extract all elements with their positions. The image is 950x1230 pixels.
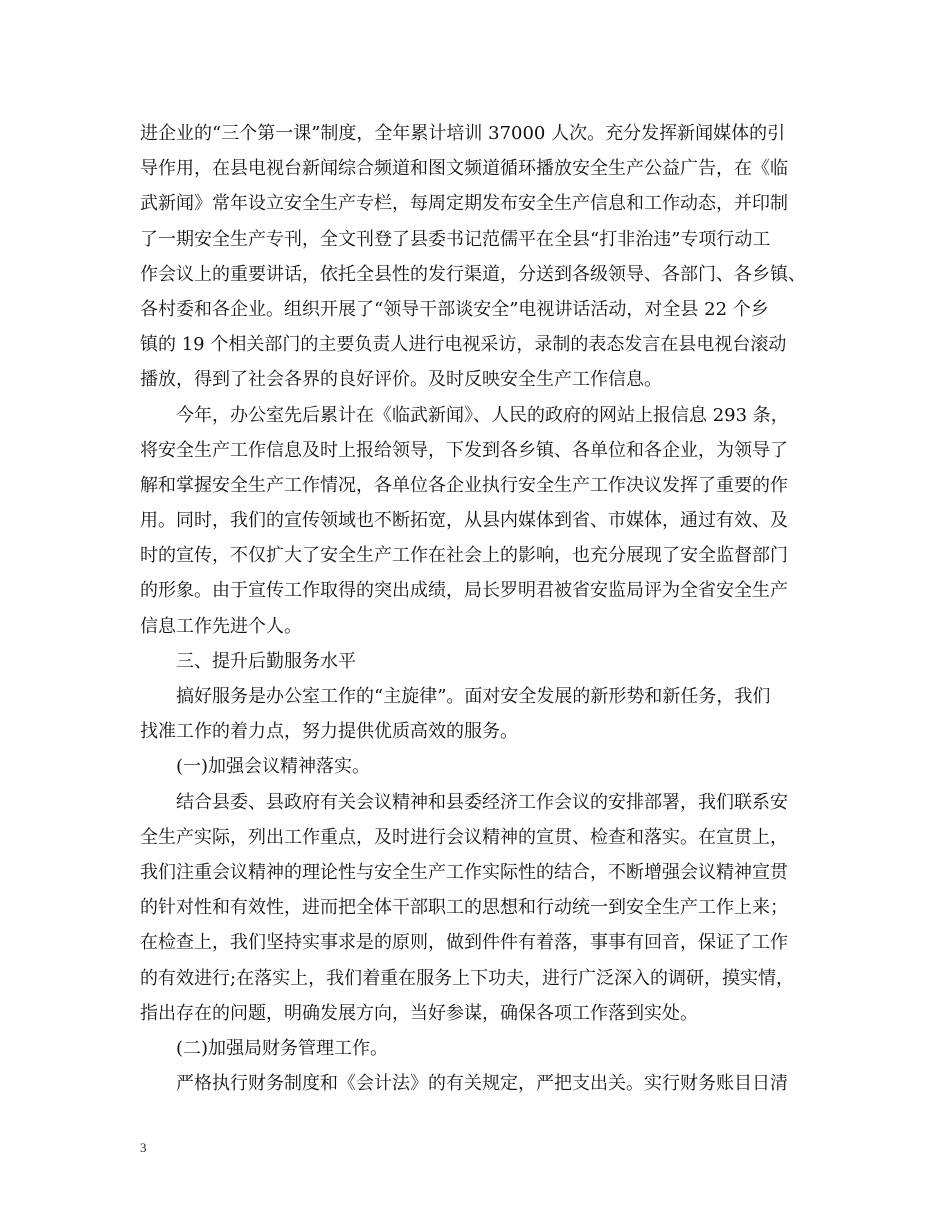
text-line: 找准工作的着力点，努力提供优质高效的服务。 (140, 721, 518, 743)
text-line: 我们注重会议精神的理论性与安全生产工作实际性的结合，不断增强会议精神宣贯 (140, 861, 788, 883)
text-line: 的形象。由于宣传工作取得的突出成绩，局长罗明君被省安监局评为全省安全生产 (140, 580, 788, 602)
text-line: 结合县委、县政府有关会议精神和县委经济工作会议的安排部署，我们联系安 (140, 791, 788, 813)
text-line: 导作用，在县电视台新闻综合频道和图文频道循环播放安全生产公益广告，在《临 (140, 158, 788, 180)
text-line: (二)加强局财务管理工作。 (140, 1037, 389, 1059)
text-line: 用。同时，我们的宣传领域也不断拓宽，从县内媒体到省、市媒体，通过有效、及 (140, 510, 788, 532)
text-line: 严格执行财务制度和《会计法》的有关规定，严把支出关。实行财务账目日清 (140, 1073, 788, 1095)
text-line: 指出存在的问题，明确发展方向，当好参谋，确保各项工作落到实处。 (140, 1002, 698, 1024)
text-line: 作会议上的重要讲话，依托全县性的发行渠道，分送到各级领导、各部门、各乡镇、 (140, 263, 806, 285)
text-line: 的有效进行;在落实上，我们着重在服务上下功夫，进行广泛深入的调研，摸实情， (140, 967, 795, 989)
text-line: 搞好服务是办公室工作的“主旋律”。面对安全发展的新形势和新任务，我们 (140, 686, 771, 707)
text-line: 播放，得到了社会各界的良好评价。及时反映安全生产工作信息。 (140, 369, 662, 391)
text-line: 在检查上，我们坚持实事求是的原则，做到件件有着落，事事有回音，保证了工作 (140, 932, 788, 954)
text-line: 武新闻》常年设立安全生产专栏，每周定期发布安全生产信息和工作动态，并印制 (140, 193, 788, 215)
text-line: 全生产实际，列出工作重点，及时进行会议精神的宣贯、检查和落实。在宣贯上， (140, 826, 788, 848)
text-line: (一)加强会议精神落实。 (140, 756, 371, 778)
text-line: 今年，办公室先后累计在《临武新闻》、人民的政府的网站上报信息 293 条， (140, 404, 789, 426)
text-line: 将安全生产工作信息及时上报给领导，下发到各乡镇、各单位和各企业，为领导了 (140, 439, 788, 461)
text-line: 三、提升后勤服务水平 (140, 650, 356, 672)
page-number: 3 (140, 1140, 147, 1155)
text-line: 镇的 19 个相关部门的主要负责人进行电视采访，录制的表态发言在县电视台滚动 (140, 334, 787, 356)
text-line: 进企业的“三个第一课”制度，全年累计培训 37000 人次。充分发挥新闻媒体的引 (140, 123, 786, 144)
document-body (140, 116, 830, 1101)
text-line: 了一期安全生产专刊，全文刊登了县委书记范儒平在全县“打非治违”专项行动工 (140, 228, 771, 250)
text-line: 解和掌握安全生产工作情况，各单位各企业执行安全生产工作决议发挥了重要的作 (140, 474, 788, 496)
text-line: 时的宣传，不仅扩大了安全生产工作在社会上的影响，也充分展现了安全监督部门 (140, 545, 788, 567)
text-line: 的针对性和有效性，进而把全体干部职工的思想和行动统一到安全生产工作上来； (140, 897, 788, 919)
text-line: 信息工作先进个人。 (140, 615, 302, 637)
text-line: 各村委和各企业。组织开展了“领导干部谈安全”电视讲话活动，对全县 22 个乡 (140, 298, 769, 320)
